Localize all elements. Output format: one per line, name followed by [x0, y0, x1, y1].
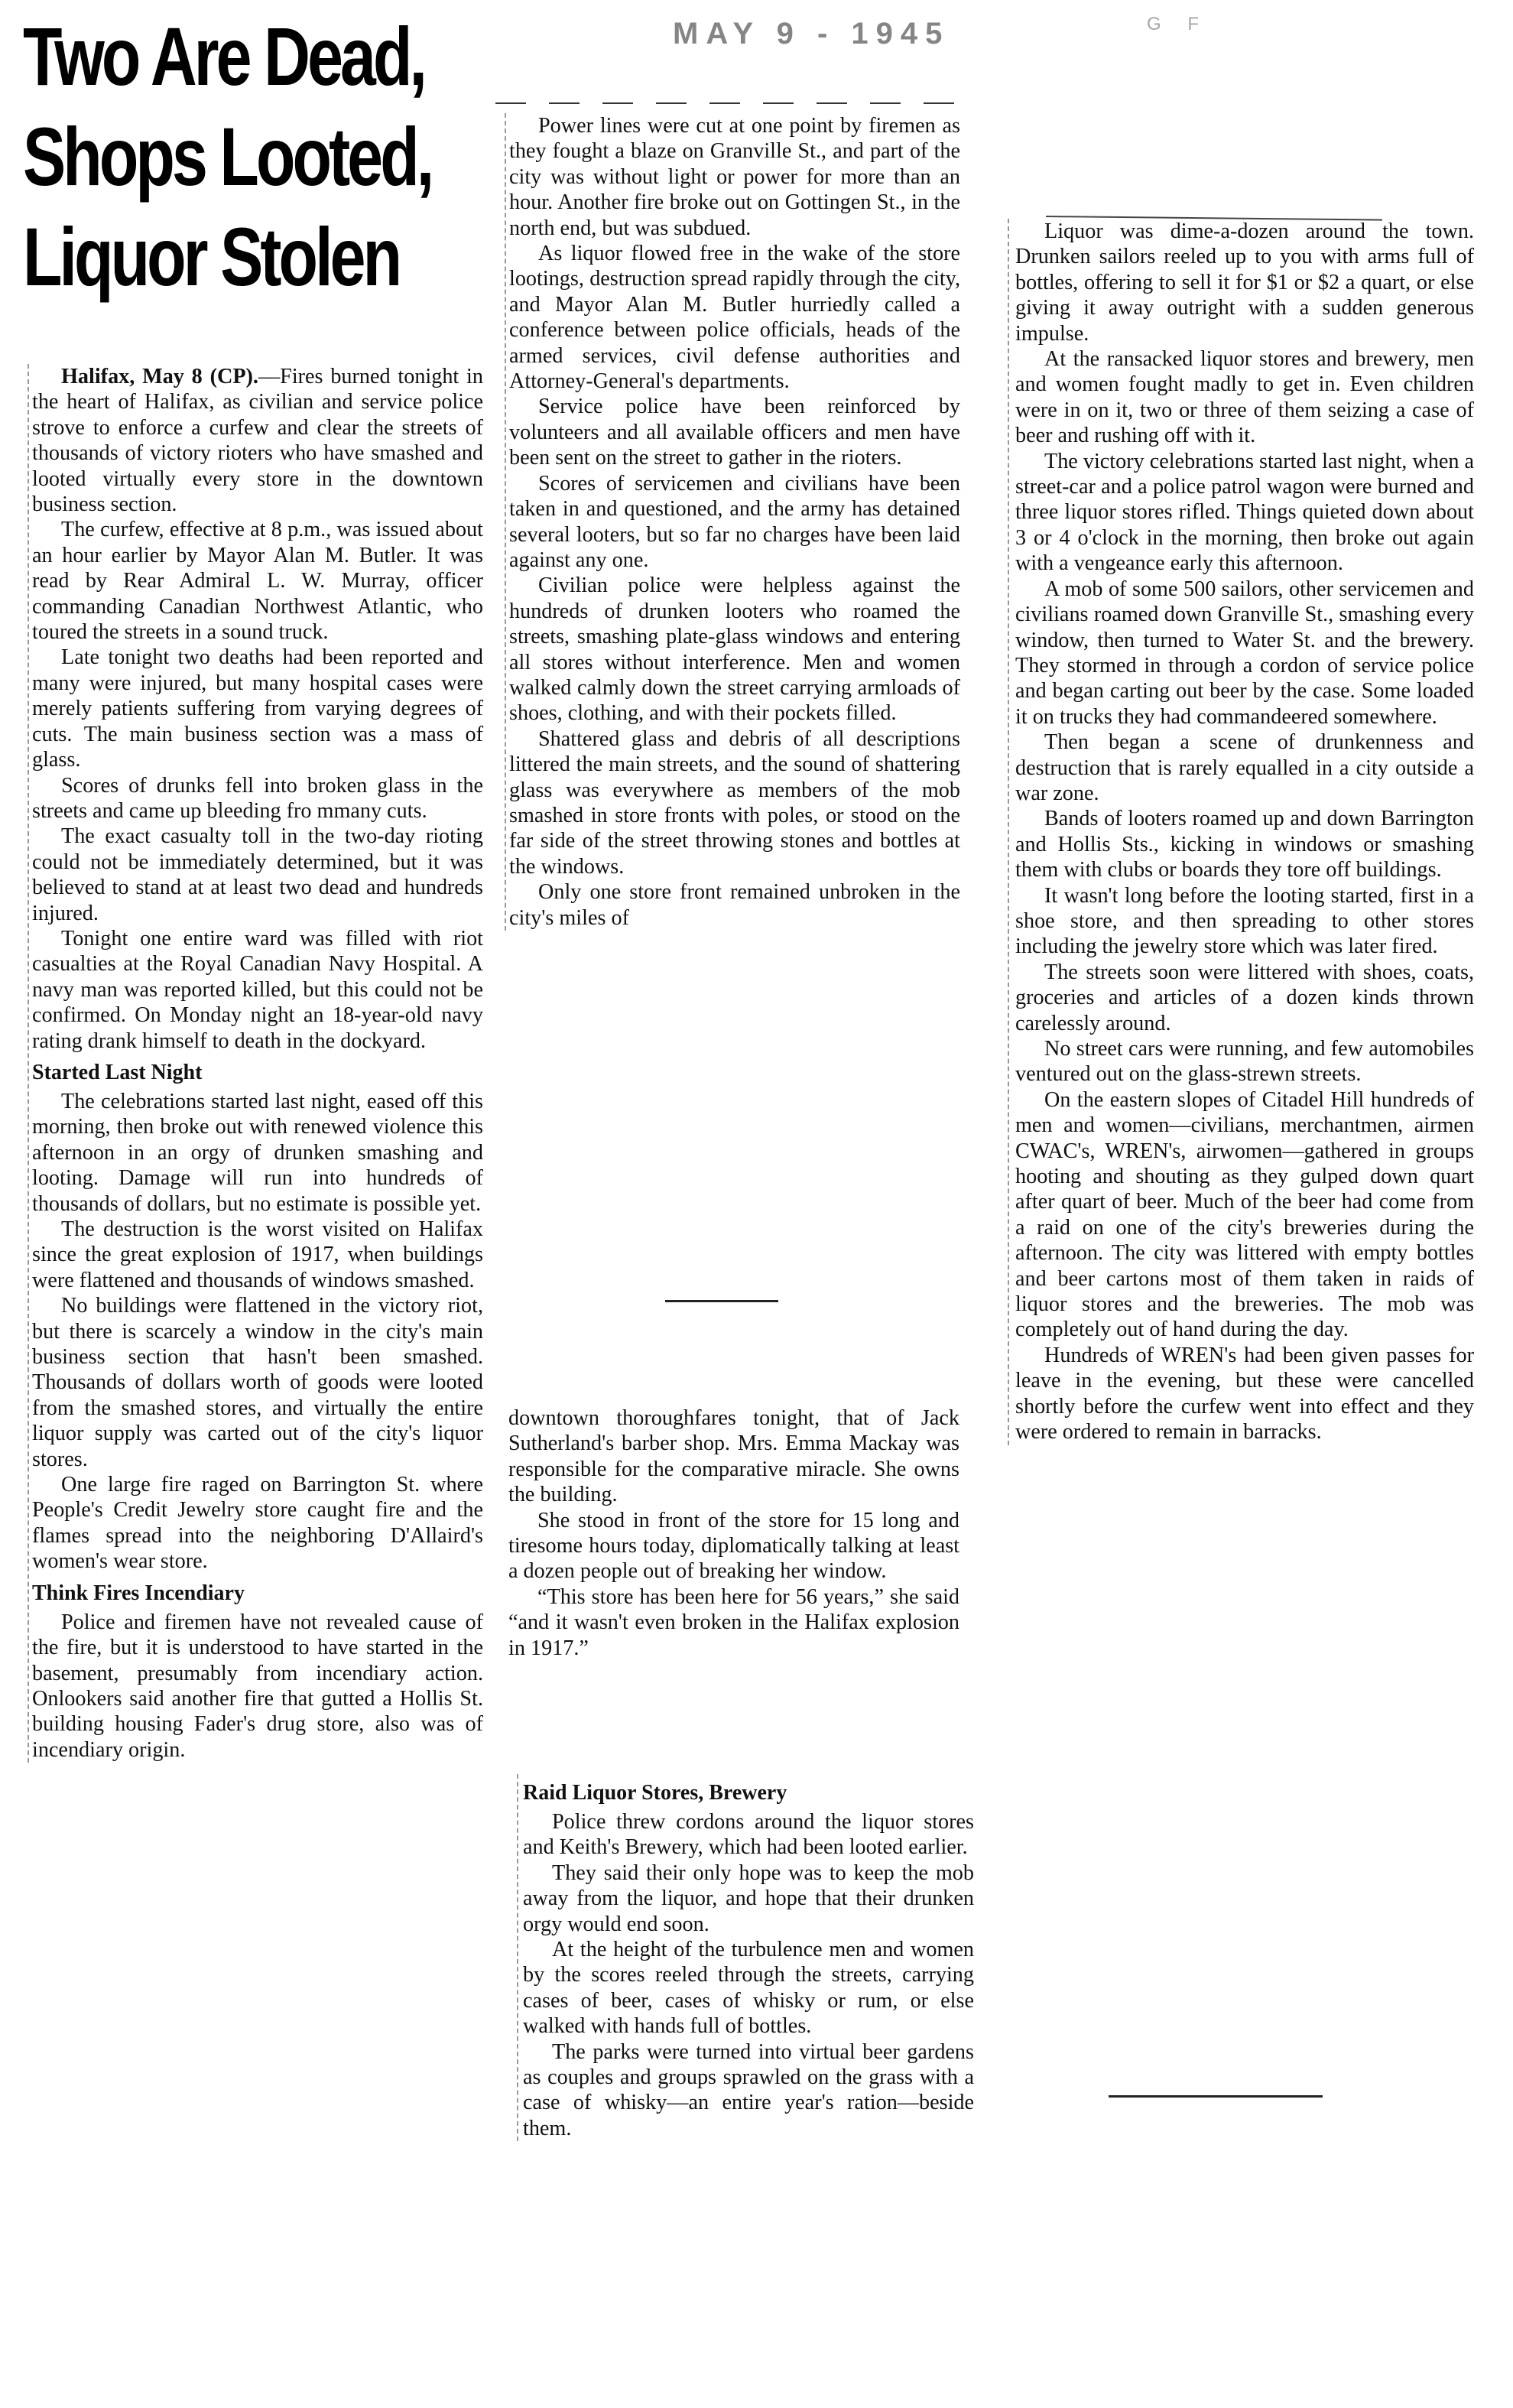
headline [23, 6, 432, 307]
paragraph: downtown thoroughfares tonight, that of Jack Sutherland's barber shop. Mrs. Emma Mackay was responsible for the comparative miracle. She owns the building. [508, 1406, 959, 1507]
paragraph: As liquor flowed free in the wake of the store lootings, destruction spread rapidly through the city, and Mayor Alan M. Butler hurriedly called a conference between police officials, heads of the armed services, civil defense authorities and Attorney-General's departments. [509, 242, 960, 394]
subheading: Raid Liquor Stores, Brewery [523, 1781, 787, 1805]
paragraph: Police and firemen have not revealed cause of the fire, but it is understood to have started in the basement, presumably from incendiary action. Onlookers said another fire that gutted a Hollis St. building housing Fader's drug store, also was of incendiary origin. [32, 1610, 483, 1762]
article-column-2-middle [508, 1405, 959, 1661]
subheading: Think Fires Incendiary [32, 1581, 245, 1605]
paragraph: The victory celebrations started last night, when a street-car and a police patrol wagon were burned and three liquor stores rifled. Things quieted down about 3 or 4 o'clock in the morning, then broke out again with a vengeance early this afternoon. [1015, 449, 1475, 576]
dateline: Halifax, May 8 (CP). [61, 365, 258, 388]
paragraph: The celebrations started last night, eased off this morning, then broke out with renewed violence this afternoon in an orgy of drunken smashing and looting. Damage will run into hundreds of thousands of dollars, but no estimate is possible yet. [32, 1089, 483, 1216]
column-divider-rule [495, 102, 954, 104]
paragraph: Scores of servicemen and civilians have been taken in and questioned, and the army has detained several looters, but so far no charges have been laid against any one. [509, 471, 960, 572]
paragraph: At the ransacked liquor stores and brewery, men and women fought madly to get in. Even children were in on it, two or three of them seizing a case of beer and rushing off with it. [1015, 347, 1474, 448]
paragraph: Bands of looters roamed up and down Barrington and Hollis Sts., kicking in windows or smashing them with clubs or boards they tore off buildings. [1015, 807, 1474, 882]
paragraph: Civilian police were helpless against the hundreds of drunken looters who roamed the streets, smashing plate-glass windows and entering all stores without interference. Men and women walked calmly down the street carrying armloads of shoes, clothing, and with their pockets filled. [509, 574, 960, 726]
paragraph: Hundreds of WREN's had been given passes for leave in the evening, but these were cancelled shortly before the curfew went into effect and they were ordered to remain in barracks. [1015, 1343, 1474, 1444]
paragraph: Then began a scene of drunkenness and destruction that is rarely equalled in a city outside a war zone. [1015, 730, 1474, 805]
article-column-2-top [505, 113, 960, 931]
paragraph: Liquor was dime-a-dozen around the town. Drunken sailors reeled up to you with arms full of bottles, offering to sell it for $1 or $2 a quart, or else giving it away outright with a sudden generous impulse. [1015, 219, 1474, 346]
paragraph: Late tonight two deaths had been reported and many were injured, but many hospital cases were merely patients suffering from varying degrees of cuts. The main business section was a mass of glass. [32, 645, 483, 772]
paragraph: No street cars were running, and few automobiles ventured out on the glass-strewn streets. [1015, 1037, 1474, 1087]
article-end-rule [1109, 2095, 1323, 2098]
headline-line: Shops Looted, [23, 110, 432, 203]
date-stamp: MAY 9 - 1945 [673, 17, 950, 50]
top-right-stamp: G F [1147, 14, 1209, 34]
paragraph: Power lines were cut at one point by firemen as they fought a blaze on Granville St., and part of the city was without light or power for more than an hour. Another fire broke out on Gottingen St., in the north end, but was subdued. [509, 114, 960, 240]
section-end-rule [665, 1300, 778, 1302]
paragraph: Tonight one entire ward was filled with riot casualties at the Royal Canadian Navy Hospital. A navy man was reported killed, but this could not be confirmed. On Monday night an 18-year-old navy rating drank himself to death in the dockyard. [32, 926, 483, 1053]
paragraph: No buildings were flattened in the victory riot, but there is scarcely a window in the city's main business section that hasn't been smashed. Thousands of dollars worth of goods were looted from the smashed stores, and virtually the entire liquor supply was carted out of the city's liquor stores. [32, 1294, 483, 1471]
lead-paragraph [32, 364, 483, 517]
paragraph: The curfew, effective at 8 p.m., was issued about an hour earlier by Mayor Alan M. Butler. It was read by Rear Admiral L. W. Murray, officer commanding Canadian Northwest Atlantic, who toured the streets in a sound truck. [32, 518, 483, 645]
paragraph: They said their only hope was to keep the mob away from the liquor, and hope that their drunken orgy would end soon. [523, 1860, 974, 1936]
paragraph: “This store has been here for 56 years,” she said “and it wasn't even broken in the Halifax explosion in 1917.” [508, 1584, 959, 1660]
paragraph: One large fire raged on Barrington St. where People's Credit Jewelry store caught fire and the flames spread into the neighboring D'Allaird's women's wear store. [32, 1473, 483, 1574]
paragraph: It wasn't long before the looting started, first in a shoe store, and then spreading to other stores including the jewelry store which was later fired. [1015, 883, 1474, 959]
subheading: Started Last Night [32, 1060, 203, 1084]
headline-line: Liquor Stolen [23, 210, 400, 303]
paragraph: She stood in front of the store for 15 long and tiresome hours today, diplomatically talking at least a dozen people out of breaking her window. [508, 1508, 959, 1584]
headline-line: Two Are Dead, [23, 10, 425, 102]
paragraph: Shattered glass and debris of all descriptions littered the main streets, and the sound of shattering glass was everywhere as members of the mob smashed in store fronts with poles, or stood on the far side of the street throwing stones and bottles at the windows. [509, 726, 960, 879]
paragraph: Police threw cordons around the liquor stores and Keith's Brewery, which had been looted earlier. [523, 1810, 974, 1860]
article-column-1 [28, 364, 483, 1763]
article-column-3 [1008, 219, 1474, 1445]
paragraph: The exact casualty toll in the two-day rioting could not be immediately determined, but it was believed to stand at at least two dead and hundreds injured. [32, 824, 483, 925]
paragraph: On the eastern slopes of Citadel Hill hundreds of men and women—civilians, merchantmen, airmen CWAC's, WREN's, airwomen—gathered in groups hooting and shouting as they gulped down quart after quart of beer. Much of the beer had come from a raid on one of the city's breweries during the afternoon. The city was littered with empty bottles and beer cartons most of them taken in raids of liquor stores and the breweries. The mob was completely out of hand during the day. [1015, 1087, 1474, 1342]
paragraph: Only one store front remained unbroken in the city's miles of [509, 880, 960, 930]
paragraph: A mob of some 500 sailors, other servicemen and civilians roamed down Granville St., smashing every window, then turned to Water St. and the brewery. They stormed in through a cordon of service police and began carting out beer by the case. Some loaded it on trucks they had commandeered somewhere. [1015, 577, 1474, 729]
paragraph: The destruction is the worst visited on Halifax since the great explosion of 1917, when buildings were flattened and thousands of windows smashed. [32, 1217, 483, 1292]
lead-text: —Fires burned tonight in the heart of Halifax, as civilian and service police strove to enforce a curfew and clear the streets of thousands of victory rioters who have smashed and looted virtually every store in the downtown business section. [32, 365, 483, 517]
paragraph: At the height of the turbulence men and women by the scores reeled through the streets, carrying cases of beer, cases of whisky or rum, or else walked with hands full of bottles. [523, 1938, 974, 2039]
paragraph: The parks were turned into virtual beer gardens as couples and groups sprawled on the grass with a case of whisky—an entire year's ration—beside them. [523, 2039, 974, 2140]
paragraph: Scores of drunks fell into broken glass in the streets and came up bleeding fro mmany cuts. [32, 773, 483, 823]
paragraph: Service police have been reinforced by volunteers and all available officers and men have been sent on the street to gather in the rioters. [509, 395, 960, 470]
paragraph: The streets soon were littered with shoes, coats, groceries and articles of a dozen kinds thrown carelessly around. [1015, 960, 1474, 1035]
article-column-2-bottom [517, 1774, 974, 2141]
